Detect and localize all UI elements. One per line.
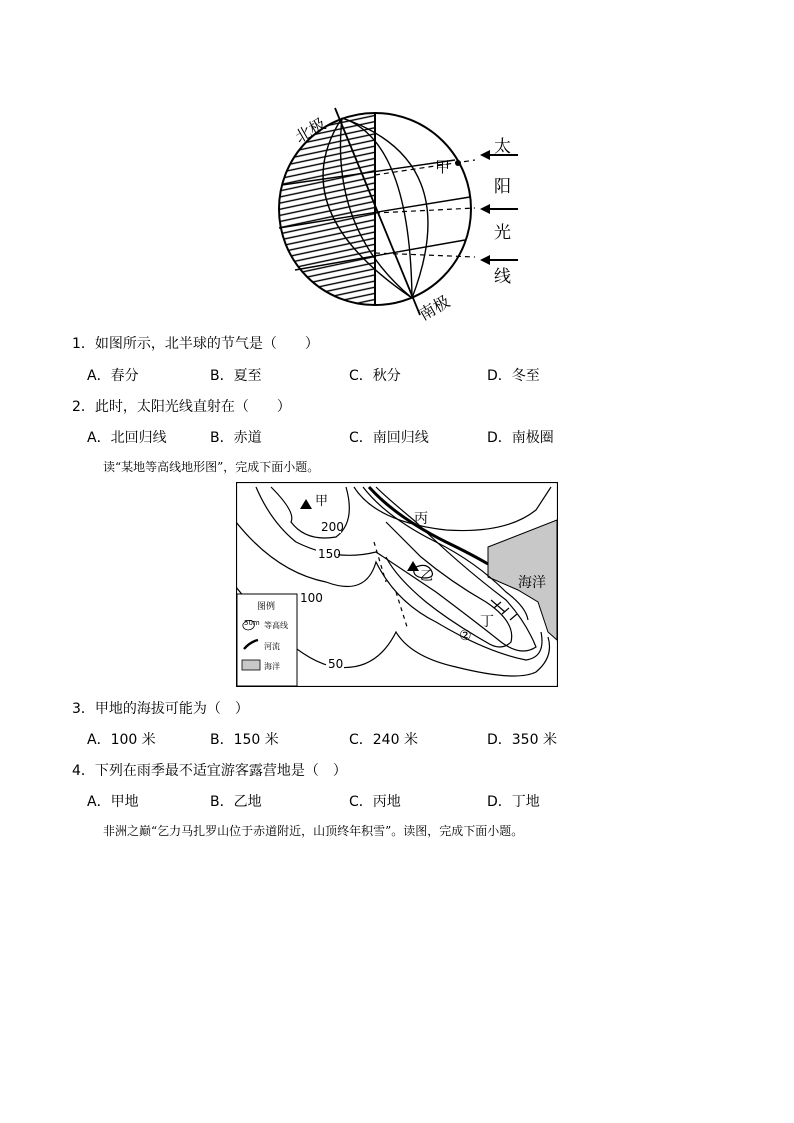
q3-option-d[interactable]: D．350 米 (487, 732, 557, 748)
label-yi: 乙 (420, 569, 434, 584)
label-jia: 甲 (315, 494, 329, 509)
question-1 (72, 333, 319, 353)
question-3 (72, 698, 249, 718)
q2-option-a[interactable]: A．北回归线 (87, 430, 167, 446)
contour-label-150: 150 (318, 547, 341, 561)
q1-option-a[interactable]: A．春分 (87, 368, 139, 384)
contour-label-100: 100 (300, 591, 323, 605)
south-pole-label: 南极 (415, 291, 454, 325)
label-ocean: 海洋 (518, 575, 546, 591)
question-text: 下列在雨季最不适宜游客露营地是（ ） (94, 763, 347, 779)
sun-label-2: 阳 (494, 177, 511, 197)
question-2 (72, 396, 291, 416)
label-bing: 丙 (414, 511, 428, 527)
q2-option-c[interactable]: C．南回归线 (349, 430, 429, 446)
kilimanjaro-intro: 非洲之巅“乞力马扎罗山位于赤道附近，山顶终年积雪”。读图，完成下面小题。 (103, 824, 524, 838)
q1-option-d[interactable]: D．冬至 (487, 368, 540, 384)
q4-option-a[interactable]: A．甲地 (87, 794, 139, 810)
q1-option-b[interactable]: B．夏至 (210, 368, 262, 384)
contour-label-200: 200 (321, 520, 344, 534)
legend-contour-sample: 50m (244, 619, 260, 627)
sun-label-4: 线 (494, 267, 511, 287)
question-text: 此时，太阳光线直射在（ ） (94, 399, 291, 415)
question-text: 如图所示，北半球的节气是（ ） (94, 336, 319, 352)
q3-option-b[interactable]: B．150 米 (210, 732, 279, 748)
point-jia-label: 甲 (435, 158, 451, 176)
legend-river: 河流 (264, 642, 280, 651)
sun-arrows (480, 150, 518, 265)
globe-figure (260, 100, 540, 325)
q4-option-c[interactable]: C．丙地 (349, 794, 401, 810)
contour-label-50: 50 (328, 657, 344, 671)
question-number: 3． (72, 701, 95, 717)
q4-option-b[interactable]: B．乙地 (210, 794, 262, 810)
q3-option-a[interactable]: A．100 米 (87, 732, 156, 748)
q4-option-d[interactable]: D．丁地 (487, 794, 540, 810)
legend-contour: 等高线 (264, 621, 288, 630)
q2-option-d[interactable]: D．南极圈 (487, 430, 554, 446)
sun-label-1: 太 (494, 137, 511, 157)
question-number: 4． (72, 763, 95, 779)
map-intro: 读“某地等高线地形图”，完成下面小题。 (103, 460, 320, 474)
map-legend (237, 594, 297, 686)
q3-option-c[interactable]: C．240 米 (349, 732, 418, 748)
q1-option-c[interactable]: C．秋分 (349, 368, 401, 384)
label-circle2: ② (459, 628, 472, 644)
question-4 (72, 760, 347, 780)
legend-title: 图例 (257, 602, 276, 612)
label-ding: 丁 (480, 614, 494, 630)
question-text: 甲地的海拔可能为（ ） (94, 701, 249, 717)
north-pole-label: 北极 (291, 114, 329, 147)
sun-label-3: 光 (494, 223, 511, 243)
question-number: 2． (72, 399, 95, 415)
q2-option-b[interactable]: B．赤道 (210, 430, 262, 446)
question-number: 1． (72, 336, 95, 352)
contour-map (236, 482, 558, 687)
legend-ocean: 海洋 (264, 662, 280, 671)
